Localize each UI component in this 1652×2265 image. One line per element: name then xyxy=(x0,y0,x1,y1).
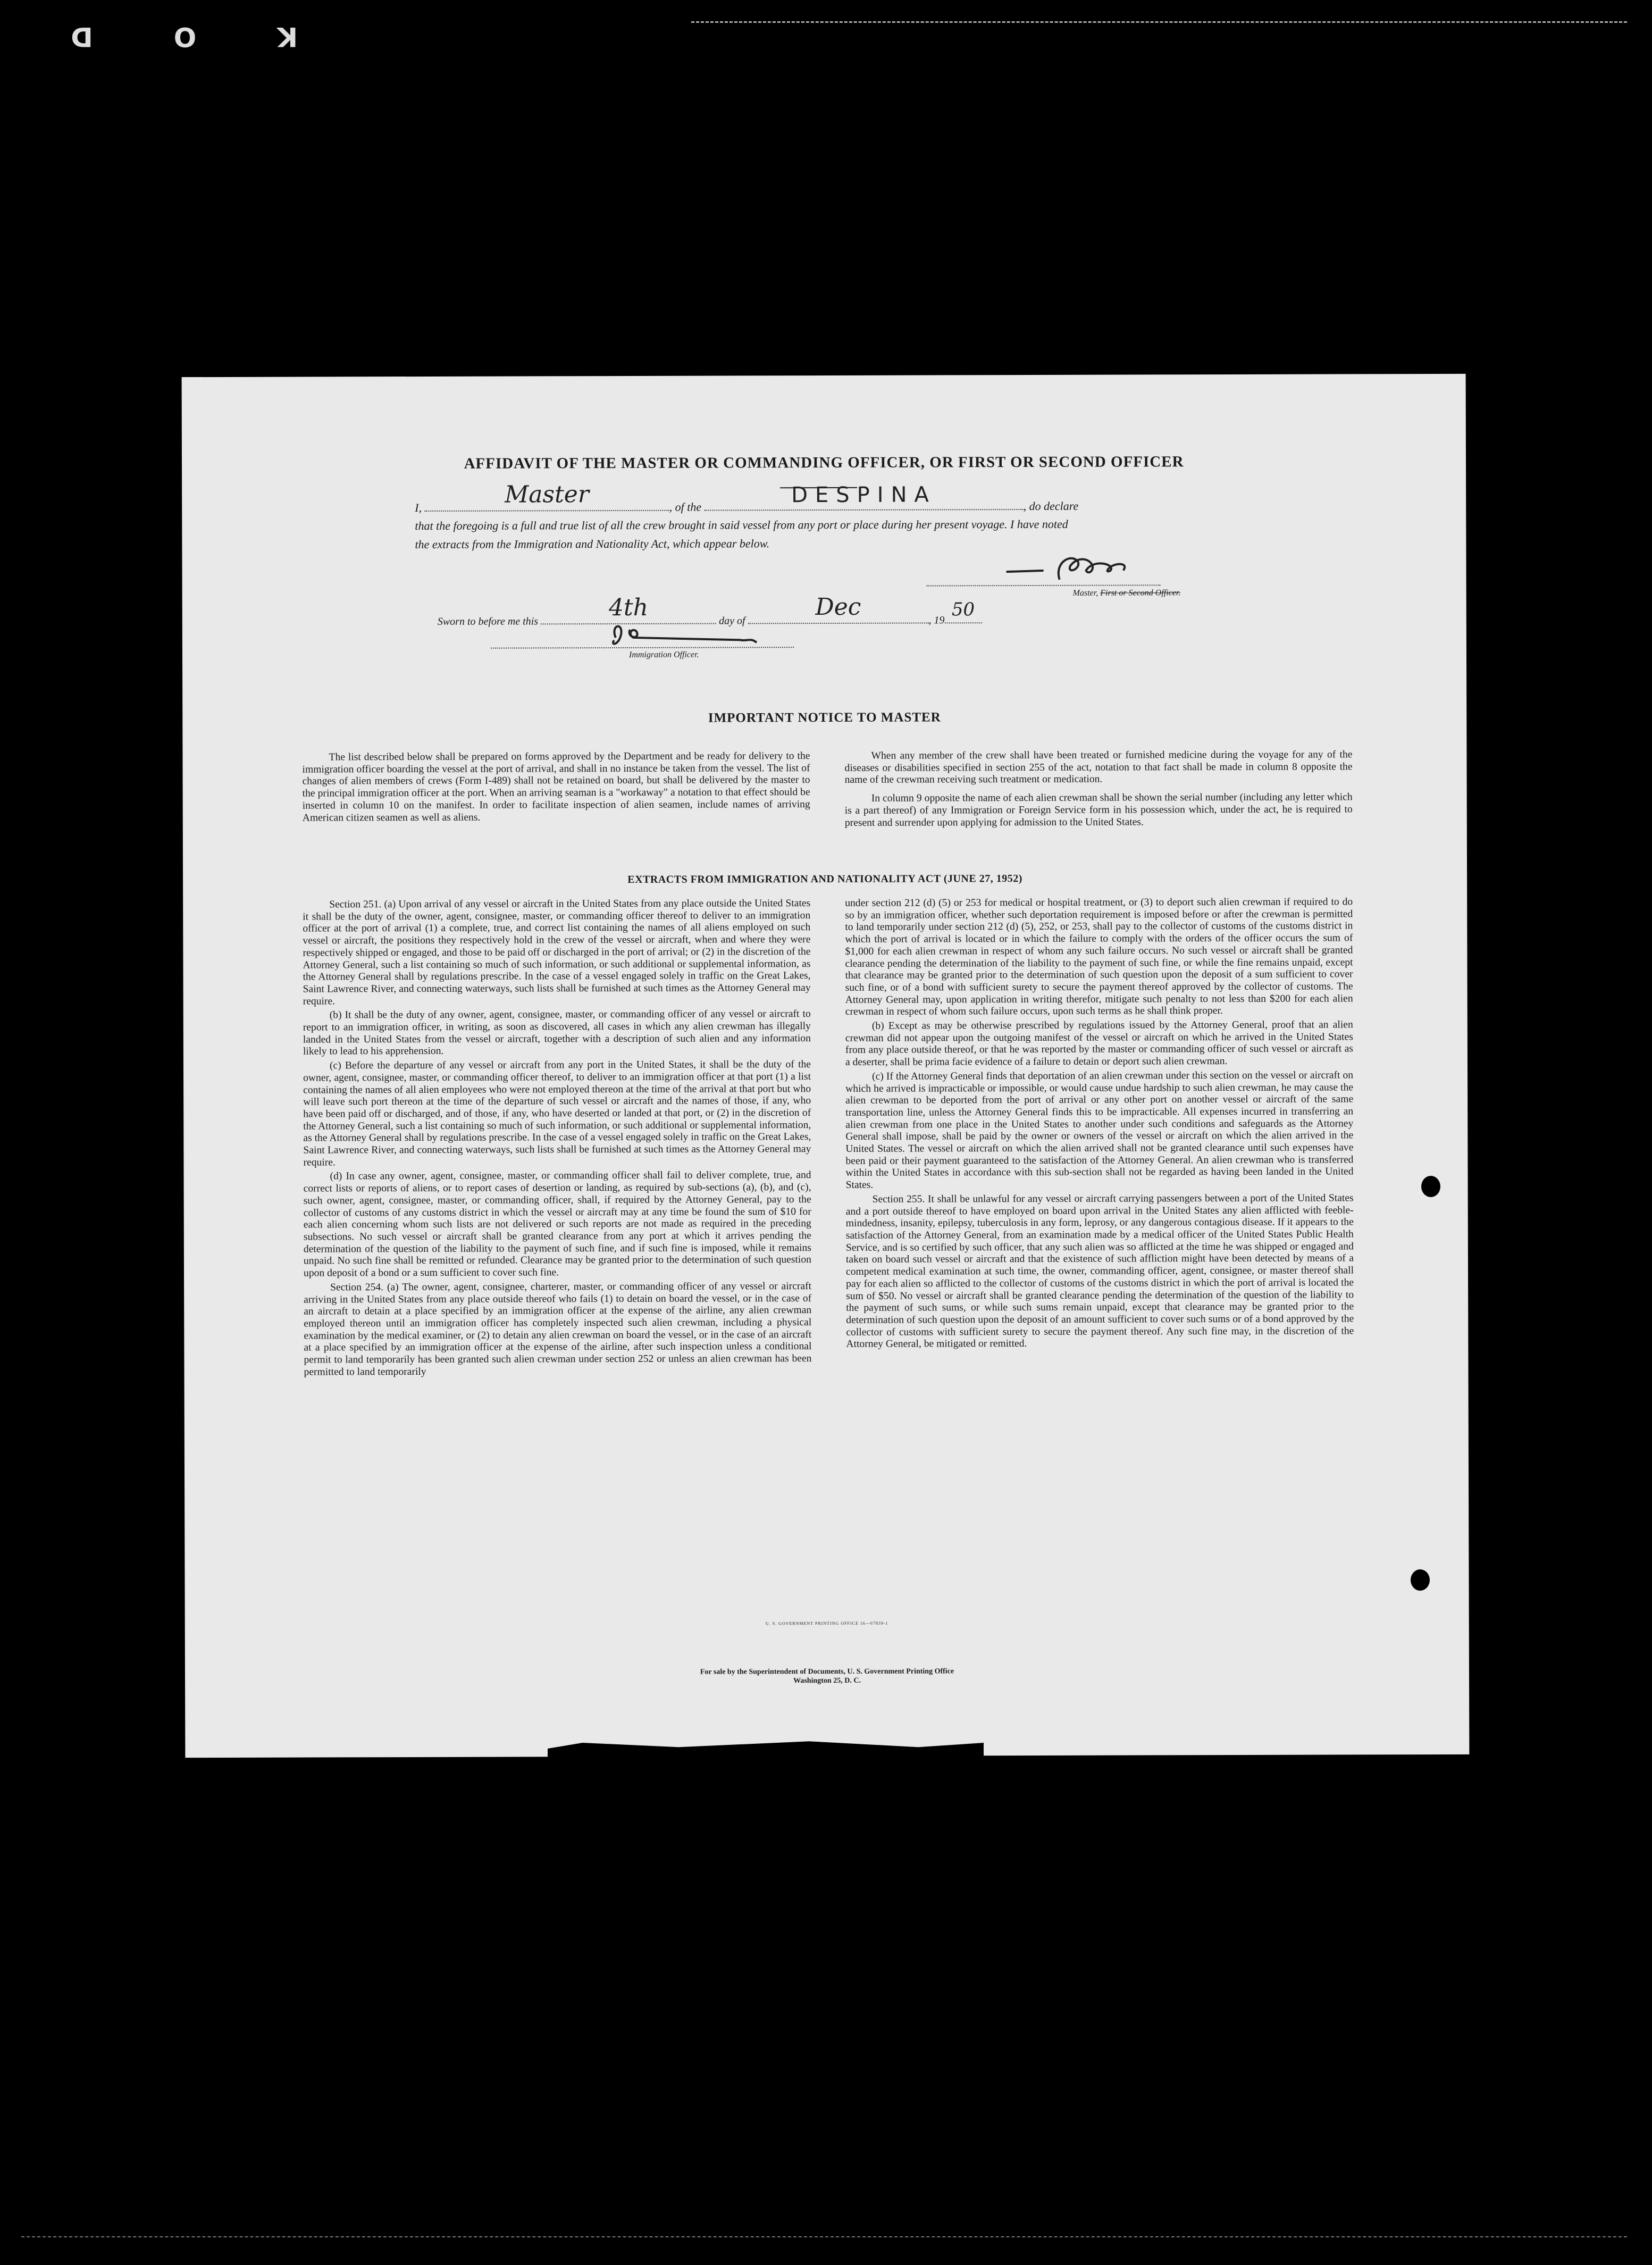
handwritten-role: Master xyxy=(505,481,589,508)
punch-hole xyxy=(1411,1569,1430,1591)
i-label: I, xyxy=(415,500,422,515)
caption-master: Master, xyxy=(1072,588,1098,598)
notice-title: IMPORTANT NOTICE TO MASTER xyxy=(708,710,941,725)
extract-paragraph: Section 254. (a) The owner, agent, consignee, charterer, master, or commanding officer of any vessel or aircraft arriving in the United States from any place outside thereof who fails (1) to detain on board the vessel, or in the case of an aircraft to detain at a place specified by an immigration officer at the expense of the airline, any alien crewman employed thereon until an immigration officer has completely inspected such alien crewman, including a physical examination by the medical examiner, or (2) to detain any alien crewman on board the vessel, or in the case of an aircraft at a place specified by an immigration officer at the expense of the airline, after such inspection unless a conditional permit to land temporarily has been granted such alien crewman under section 252 or unless an alien crewman has been permitted to land temporarily xyxy=(304,1280,812,1378)
notice-paragraph: When any member of the crew shall have been treated or furnished medicine during the voyage for any of the diseases or disabilities specified in section 255 of the act, notation to that fact shall be made in column 8 opposite the name of the crewman receiving such treatment or medication. xyxy=(844,749,1353,786)
sale-notice xyxy=(185,1666,1469,1687)
do-declare-label: , do declare xyxy=(1023,499,1079,513)
master-signature-line xyxy=(926,555,1160,586)
extract-paragraph: (b) Except as may be otherwise prescribed by regulations issued by the Attorney General, proof that an alien crewman did not appear upon the outgoing manifest of the vessel or aircraft on which he arrived in the United States from any place outside thereof, or that he was reported by the master or commanding officer of such vessel or aircraft as a deserter, shall be prima facie evidence of a failure to detain or deport such alien crewman. xyxy=(845,1019,1353,1068)
film-edge-letters xyxy=(0,21,298,52)
caption-first-second-officer: First or Second Officer. xyxy=(1100,588,1181,598)
gpo-imprint: U. S. GOVERNMENT PRINTING OFFICE 16—67839-1 xyxy=(765,1620,888,1626)
handwritten-day: 4th xyxy=(608,594,649,622)
extract-paragraph: under section 212 (d) (5) or 253 for medical or hospital treatment, or (3) to deport such alien crewman if required to do so by an immigration officer, whether such deportation requirement is imposed before or after the crewman is permitted to land temporarily under section 212 (d) (5), 252, or 253, shall pay to the collector of customs of the customs district in which the port of arrival is located or in which the failure to comply with the orders of the officer occurs the sum of $1,000 for each alien crewman in respect of whom any such failure occurs. No such vessel or aircraft shall be granted clearance pending the determination of the liability to the payment of such fine, or while the fine remains unpaid, except that clearance may be granted prior to the determination of such question upon the deposit of a sum sufficient to cover such fine, or of a bond with sufficient surety to secure the payment thereof approved by the collector of customs. The Attorney General may, upon application in writing therefor, mitigate such penalty to not less than $200 for each alien crewman in respect of whom such failure occurs, upon such terms as he shall think proper. xyxy=(845,896,1353,1018)
signature-caption xyxy=(1073,588,1181,598)
extracts-title: EXTRACTS FROM IMMIGRATION AND NATIONALITY ACT (JUNE 27, 1952) xyxy=(627,873,1022,885)
extracts-left-column xyxy=(303,898,811,1378)
officer-caption: Immigration Officer. xyxy=(628,650,699,659)
extract-paragraph: (c) Before the departure of any vessel or aircraft from any port in the United States, it shall be the duty of the owner, agent, consignee, master, or commanding officer thereof, to deliver to an immigration officer at that port (1) a list containing the names of all alien employees who were not employed thereon at the time of the arrival at that port but who will leave such port thereon at the time of the departure of such vessel or aircraft and the names of those, if any, who have been paid off or discharged, and of those, if any, who have deserted or landed at that port, or (2) in the discretion of the Attorney General, such a list containing so much of such information, or such additional or supplemental information, as the Attorney General shall by regulations prescribe. In the case of a vessel engaged solely in traffic on the Great Lakes, Saint Lawrence River, and connecting waterways, such lists shall be furnished at such times as the Attorney General may require. xyxy=(303,1059,811,1168)
film-edge-marks xyxy=(691,21,1627,25)
extract-paragraph: Section 255. It shall be unlawful for any vessel or aircraft carrying passengers between a port of the United States and a port outside thereof to have employed on board upon arrival in the United States any alien afflicted with feeble-mindedness, insanity, epilepsy, tuberculosis in any form, leprosy, or any dangerous contagious disease. If it appears to the satisfaction of the Attorney General, from an examination made by a medical officer of the United States Public Health Service, and is so certified by such officer, that any such alien was so afflicted at the time he was shipped or engaged and taken on board such vessel or aircraft and that the existence of such affliction might have been detected by means of a competent medical examination at such time, the owner, commanding officer, agent, consignee, or master thereof shall pay for each alien so afflicted to the collector of customs of the customs district in which the port of arrival is located the sum of $50. No vessel or aircraft shall be granted clearance pending the determination of the question of the liability to the payment of such sums, or while such sums remain unpaid, except that clearance may be granted prior to the determination of such question upon the deposit of an amount sufficient to cover such sums or of a bond approved by the collector of customs with sufficient surety to secure the payment thereof. Any such fine may, in the discretion of the Attorney General, be mitigated or remitted. xyxy=(845,1192,1354,1350)
notice-right-column xyxy=(844,749,1352,829)
year-field xyxy=(944,599,982,623)
extract-paragraph: (c) If the Attorney General finds that deportation of an alien crewman under this section on the vessel or aircraft on which he arrived is impracticable or impossible, or would cause undue hardship to such alien crewman, he may cause the alien crewman to be deported from the port of arrival or any other port on another vessel or aircraft of the same transportation line, unless the Attorney General finds this to be impracticable. All expenses incurred in transferring an alien crewman from one place in the United States to another under such conditions and safeguards as the Attorney General shall impose, shall be paid by the owner or owners of the vessel or aircraft on which the alien arrived in the United States. The vessel or aircraft on which the alien arrived shall not be granted clearance until such expenses have been paid or their payment guaranteed to the satisfaction of the Attorney General. An alien crewman who is transferred within the United States in accordance with this sub-section shall not be regarded as having been landed in the United States. xyxy=(845,1069,1354,1191)
handwritten-vessel: DESPINA xyxy=(791,482,936,508)
year-prefix: , 19 xyxy=(928,614,945,626)
film-letter: D xyxy=(70,21,93,52)
sale-line-1: For sale by the Superintendent of Documents, U. S. Government Printing Office xyxy=(700,1667,954,1676)
extract-paragraph: Section 251. (a) Upon arrival of any vessel or aircraft in the United States from any place outside the United States it shall be the duty of the owner, agent, consignee, master, or commanding officer thereof to deliver to an immigration officer at the port of arrival (1) a complete, true, and correct list containing the names of all aliens employed on such vessel or aircraft, the positions they respectively hold in the crew of the vessel or aircraft, when and where they were respectively shipped or engaged, and those to be paid off or discharged in the port of arrival; or (2) in the discretion of the Attorney General, such a list containing so much of such information, or such additional or supplemental information, as the Attorney General shall by regulations prescribe. In the case of a vessel engaged solely in traffic on the Great Lakes, Saint Lawrence River, and connecting waterways, such lists shall be furnished at such times as the Attorney General may require. xyxy=(303,898,811,1007)
affidavit-title: AFFIDAVIT OF THE MASTER OR COMMANDING OFFICER, OR FIRST OR SECOND OFFICER xyxy=(464,453,1184,472)
declaration-text-line-3: the extracts from the Immigration and Nationality Act, which appear below. xyxy=(415,537,770,551)
notice-paragraph: The list described below shall be prepared on forms approved by the Department and be ready for delivery to the immigration officer boarding the vessel at the port of arrival, and shall in no instance be taken from the vessel. The list of changes of alien members of crews (Form I-489) shall not be retained on board, but shall be delivered by the master to the principal immigration officer at the port. When an arriving seaman is a "workaway" a notation to that effect should be inserted in column 10 on the manifest. In order to facilitate inspection of alien seamen, include names of arriving American citizen seamen as well as aliens. xyxy=(302,750,810,824)
officer-signature xyxy=(491,621,794,648)
vessel-field xyxy=(705,482,1024,511)
extract-paragraph: (d) In case any owner, agent, consignee, master, or commanding officer shall fail to deliver complete, true, and correct lists or reports of aliens, or to report cases of desertion or landing, as required by sub-sections (a), (b), and (c), such owner, agent, consignee, master, or commanding officer, shall, if required by the Attorney General, pay to the collector of customs of any customs district in which the vessel or aircraft may at any time be found the sum of $10 for each alien concerning whom such lists are not delivered or such reports are not made as required in the preceding subsections. No such vessel or aircraft shall be granted clearance from any port at which it arrives pending the determination of the question of the liability to the payment of such fine, and if such fine is imposed, while it remains unpaid. No such fine shall be remitted or refunded. Clearance may be granted prior to the determination of such question upon deposit of a bond or a sum sufficient to cover such fine. xyxy=(303,1169,811,1279)
extracts-right-column xyxy=(845,896,1354,1351)
declaration-line xyxy=(415,481,1079,515)
sworn-label: Sworn to before me this xyxy=(437,615,539,628)
role-field xyxy=(425,481,669,512)
extract-paragraph: (b) It shall be the duty of any owner, agent, consignee, master, or commanding officer of any vessel or aircraft to report to an immigration officer, in writing, as soon as discovered, all cases in which any alien crewman has illegally landed in the United States from the vessel or aircraft, together with a description of such alien and any information likely to lead to his apprehension. xyxy=(303,1008,811,1058)
document-page xyxy=(182,374,1470,1758)
declaration-text-line-2: that the foregoing is a full and true list of all the crew brought in said vessel from any port or place during her present voyage. I have noted xyxy=(415,517,1068,533)
day-of-label: day of xyxy=(719,615,745,627)
sale-line-2: Washington 25, D. C. xyxy=(793,1676,861,1685)
punch-hole xyxy=(1421,1176,1440,1197)
officer-signature-line xyxy=(491,631,794,648)
film-letter: K xyxy=(276,21,298,52)
master-signature xyxy=(926,550,1160,582)
film-letter: O xyxy=(172,21,197,52)
film-edge-marks-bottom xyxy=(21,2236,1627,2238)
of-the-label: , of the xyxy=(669,500,702,514)
handwritten-year: 50 xyxy=(951,599,975,621)
handwritten-month: Dec xyxy=(815,593,861,621)
notice-paragraph: In column 9 opposite the name of each alien crewman shall be shown the serial number (including any letter which is a part thereof) of any Immigration or Foreign Service form in his possession which, under the act, he is required to present and surrender upon applying for admission to the United States. xyxy=(844,791,1353,829)
notice-left-column xyxy=(302,750,810,824)
